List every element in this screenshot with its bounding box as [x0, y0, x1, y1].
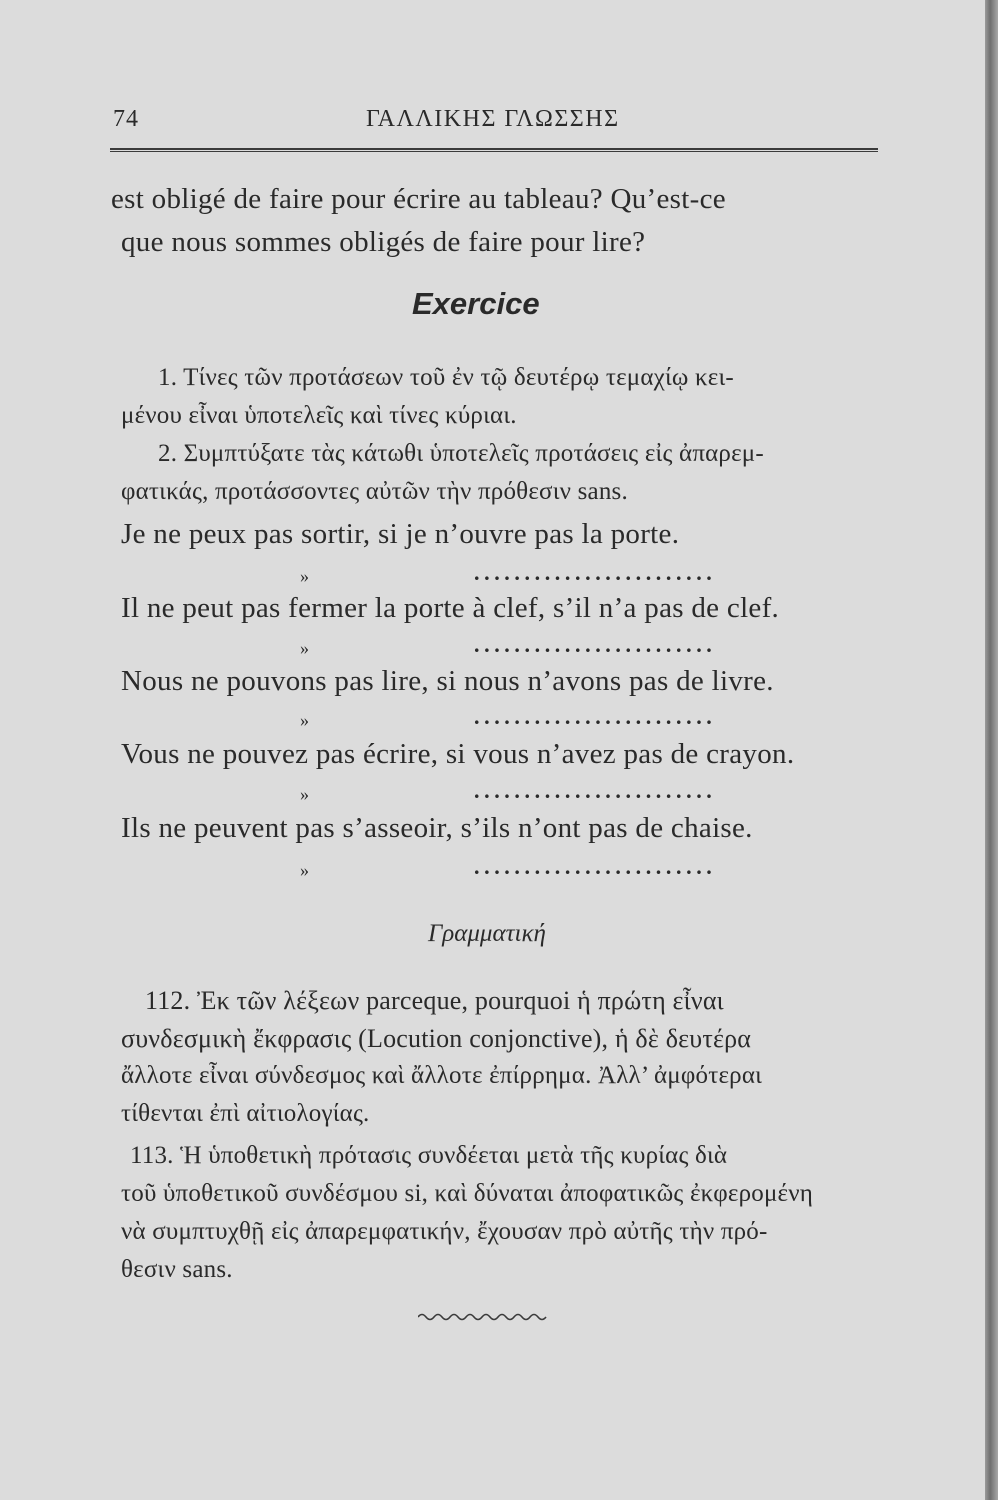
blank-dots: ........................: [474, 704, 717, 729]
grammar-heading: Γραμματική: [428, 920, 546, 947]
intro-line-2: que nous sommes obligés de faire pour lire?: [121, 226, 646, 258]
p112-line-3: ἄλλοτε εἶναι σύνδεσμος καὶ ἄλλοτε ἐπίρρημα. Ἀλλ’ ἀμφότεραι: [121, 1062, 763, 1089]
p113-line-4: θεσιν sans.: [121, 1256, 233, 1283]
p113-line-3: νὰ συμπτυχθῇ εἰς ἀπαρεμφατικήν, ἔχουσαν πρὸ αὐτῆς τὴν πρό-: [121, 1218, 768, 1245]
exercise-item-2-line-1: 2. Συμπτύξατε τὰς κάτωθι ὑποτελεῖς προτάσεις εἰς ἀπαρεμ-: [158, 440, 764, 467]
blank-dots: ........................: [474, 632, 717, 657]
sentence-1: Je ne peux pas sortir, si je n’ouvre pas la porte.: [121, 518, 680, 550]
p113-line-1: 113. Ἡ ὑποθετικὴ πρότασις συνδέεται μετὰ τῆς κυρίας διὰ: [130, 1142, 728, 1169]
sentence-2: Il ne peut pas fermer la porte à clef, s’il n’a pas de clef.: [121, 592, 780, 624]
exercise-item-1-line-2: μένου εἶναι ὑποτελεῖς καὶ τίνες κύριαι.: [121, 402, 517, 429]
exercise-item-1-line-1: 1. Τίνες τῶν προτάσεων τοῦ ἐν τῷ δευτέρῳ τεμαχίῳ κει-: [158, 364, 734, 391]
blank-dots: ........................: [474, 854, 717, 879]
ditto-mark: »: [300, 638, 309, 658]
blank-dots: ........................: [474, 560, 717, 585]
ditto-mark: »: [300, 710, 309, 730]
header-rule: [110, 148, 878, 152]
exercise-heading: Exercice: [412, 286, 540, 321]
ditto-mark: »: [300, 784, 309, 804]
sentence-5: Ils ne peuvent pas s’asseoir, s’ils n’ont pas de chaise.: [121, 812, 753, 844]
p112-line-4: τίθενται ἐπὶ αἰτιολογίας.: [121, 1100, 370, 1127]
p112-line-2: συνδεσμικὴ ἔκφρασις (Locution conjonctive), ἡ δὲ δευτέρα: [121, 1024, 752, 1053]
p113-line-2: τοῦ ὑποθετικοῦ συνδέσμου si, καὶ δύναται ἀποφατικῶς ἐκφερομένη: [121, 1180, 814, 1207]
sentence-3: Nous ne pouvons pas lire, si nous n’avons pas de livre.: [121, 665, 774, 697]
intro-line-1: est obligé de faire pour écrire au tableau? Qu’est-ce: [111, 183, 726, 215]
running-title: ΓΑΛΛΙΚΗΣ ΓΛΩΣΣΗΣ: [366, 106, 620, 132]
page-edge: [985, 0, 998, 1500]
p112-line-1: 112. Ἐκ τῶν λέξεων parceque, pourquoi ἡ πρώτη εἶναι: [145, 986, 724, 1015]
sentence-4: Vous ne pouvez pas écrire, si vous n’avez pas de crayon.: [121, 738, 795, 770]
end-ornament: [418, 1312, 552, 1322]
ditto-mark: »: [300, 860, 309, 880]
exercise-item-2-line-2: φατικάς, προτάσσοντες αὐτῶν τὴν πρόθεσιν sans.: [121, 478, 628, 505]
ditto-mark: »: [300, 566, 309, 586]
page-number: 74: [113, 106, 139, 132]
blank-dots: ........................: [474, 778, 717, 803]
